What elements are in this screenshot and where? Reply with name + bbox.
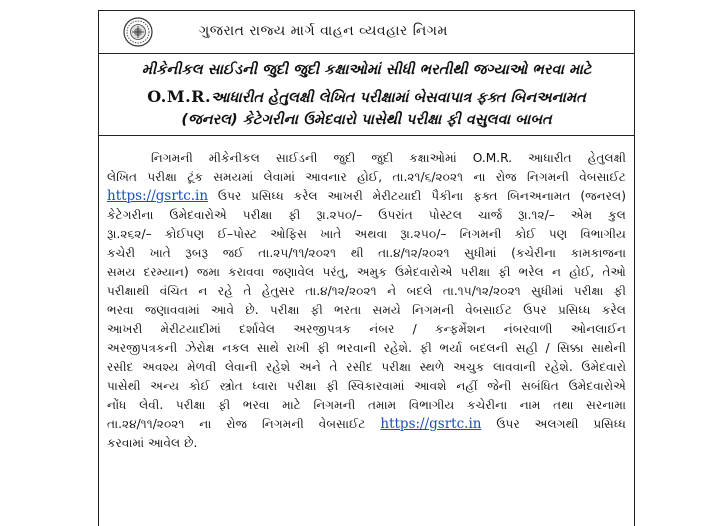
omr-label: O.M.R. bbox=[147, 87, 212, 106]
title-line-1: મીકેનીકલ સાઈડની જુદી જુદી કક્ષાઓમાં સીધી ભરતીથી જગ્યાઓ ભરવા માટે bbox=[141, 62, 592, 78]
body-line: ભરવા જણાવવામાં આવે છે. પરીક્ષા ફી ભરતા સમયે નિગમની વેબસાઈટ ઉપર પ્રસિધ્ધ કરેલ bbox=[107, 303, 626, 317]
gsrtc-website-link[interactable]: https://gsrtc.in bbox=[107, 188, 209, 204]
body-line: સમય દરમ્યાન) જમા કરાવવા જણાવેલ પરંતુ, અમુક ઉમેદવારોએ પરીક્ષા ફી ભરેલ ન હોઈ, તેઓ bbox=[107, 265, 626, 279]
body-line: પરીક્ષાથી વંચિત ન રહે તે હેતુસર તા.૪/૧૨/૨૦૨૧ ને બદલે તા.૧૫/૧૨/૨૦૨૧ સુધીમાં પરીક્ષા ફી bbox=[107, 284, 626, 298]
title-line-2-text: આધારીત હેતુલક્ષી લેખિત પરીક્ષામાં બેસવાપાત્ર ફક્ત બિનઅનામત bbox=[211, 90, 586, 106]
body-text-box bbox=[98, 136, 635, 526]
title-line-2 bbox=[99, 87, 634, 106]
body-line: કરવામાં આવેલ છે. bbox=[107, 436, 198, 450]
title-line-3: (જનરલ) કેટેગરીના ઉમેદવારો પાસેથી પરીક્ષા ફી વસુલવા બાબત bbox=[181, 112, 552, 128]
body-line: કેટેગરીના ઉમેદવારોએ પરીક્ષા ફી રૂા.૨૫૦/– ઉપરાંત પોસ્ટલ ચાર્જ રૂા.૧૨/– એમ કુલ bbox=[107, 208, 626, 222]
body-line: રૂા.૨૬૨/– કોઈપણ ઈ–પોસ્ટ ઓફિસ ખાતે અથવા રૂા.૨૫૦/– નિગમની કોઈ પણ વિભાગીય bbox=[107, 227, 626, 241]
body-line: લેખિત પરીક્ષા ટૂંક સમયમાં લેવામાં આવનાર હોઈ, તા.૨૧/૬/૨૦૨૧ ના રોજ નિગમની વેબસાઈટ bbox=[107, 170, 626, 184]
body-line: આખરી મેરીટયાદીમાં દર્શાવેલ અરજીપત્રક નંબર / કન્ફર્મેશન નંબરવાળી ઓનલાઈન bbox=[107, 322, 626, 336]
title-box bbox=[98, 54, 635, 136]
body-line: નોંધ લેવી. પરીક્ષા ફી ભરવા માટે નિગમની તમામ વિભાગીય કચેરીના નામ તથા સરનામા bbox=[107, 398, 626, 412]
gsrtc-website-link[interactable]: https://gsrtc.in bbox=[380, 416, 482, 432]
header-box bbox=[98, 10, 635, 54]
body-line bbox=[107, 188, 626, 204]
body-line: પાસેથી અન્ય કોઈ સ્ત્રોત ધ્વારા પરીક્ષા ફી સ્વિકારવામાં આવશે નહીં જેની સબંધિત ઉમેદવારોએ bbox=[107, 379, 626, 393]
body-line: રસીદ અવશ્ય મેળવી લેવાની રહેશે અને તે રસીદ પરીક્ષા સ્થળે અચુક લાવવાની રહેશે. ઉમેદવારો bbox=[107, 360, 626, 374]
org-name: ગુજરાત રાજ્ય માર્ગ વાહન વ્યવહાર નિગમ bbox=[199, 23, 448, 39]
body-line: નિગમની મીકેનીકલ સાઈડની જુદી જુદી કક્ષાઓમાં O.M.R. આધારીત હેતુલક્ષી bbox=[151, 151, 626, 165]
gsrtc-emblem-icon bbox=[123, 17, 153, 47]
body-line: કચેરી ખાતે રૂબરૂ જઈ તા.૨૫/૧૧/૨૦૨૧ થી તા.૪/૧૨/૨૦૨૧ સુધીમાં (કચેરીના કામકાજના bbox=[107, 246, 626, 260]
body-line bbox=[107, 416, 626, 432]
body-line: અરજીપત્રકની ઝેરોક્ષ નકલ સાથે રાખી ફી ભરવાની રહેશે. ફી ભર્યા બદલની સહી / સિક્કા સાથેની bbox=[107, 341, 626, 355]
body-line-text: તા.૨૪/૧૧/૨૦૨૧ ના રોજ નિગમની વેબસાઈટ bbox=[107, 417, 366, 431]
body-line-text: ઉપર અલગથી પ્રસિધ્ધ bbox=[496, 417, 626, 431]
body-line-text: ઉપર પ્રસિધ્ધ કરેલ આખરી મેરીટયાદી પૈકીના ફક્ત બિનઅનામત (જનરલ) bbox=[217, 189, 627, 203]
